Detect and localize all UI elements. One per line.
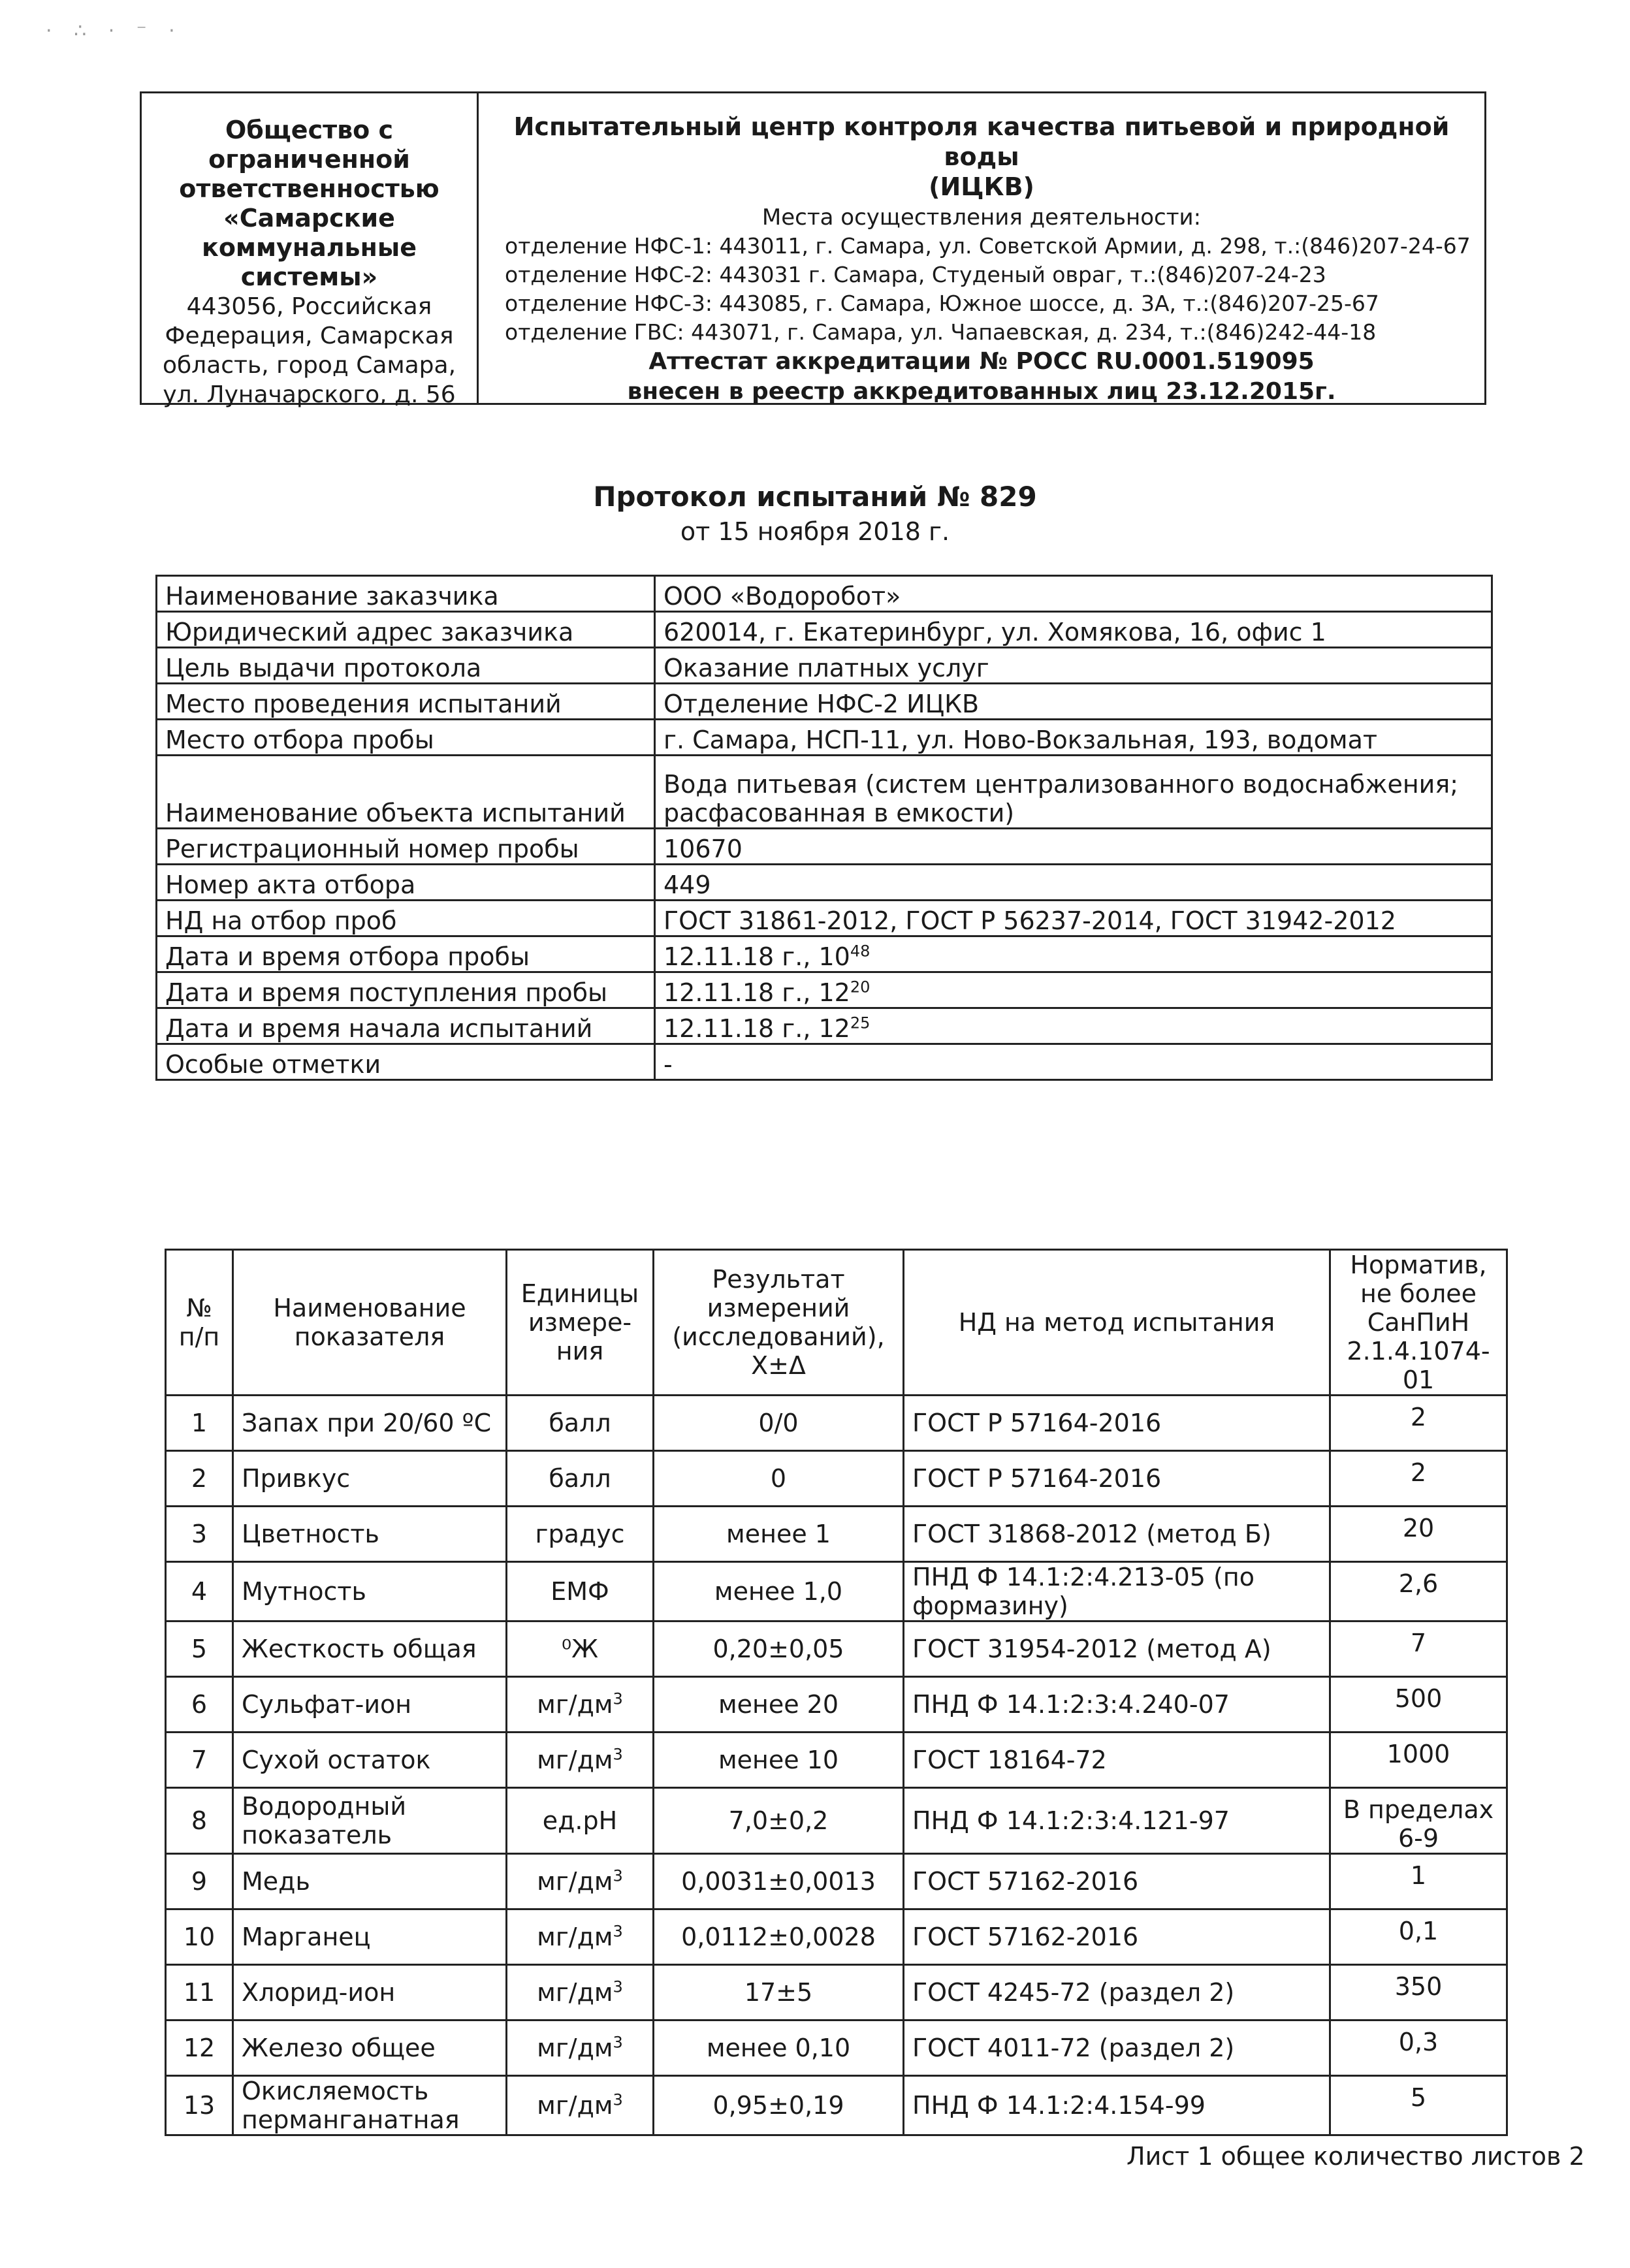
info-key: НД на отбор проб: [157, 901, 655, 936]
result-value: 17±5: [654, 1965, 904, 2020]
info-value-text: ГОСТ 31861-2012, ГОСТ Р 56237-2014, ГОСТ 31942-2012: [663, 906, 1396, 935]
unit-cell: [507, 1621, 654, 1677]
info-value-text: г. Самара, НСП-11, ул. Ново-Вокзальная, 193, водомат: [663, 726, 1378, 754]
result-row: [166, 1854, 1507, 1909]
info-value-text: -: [663, 1050, 673, 1079]
info-value: [655, 1008, 1492, 1044]
info-row: [157, 756, 1492, 829]
organization-name: Общество с ограниченной ответственностью «Самарские коммунальные системы»: [179, 116, 439, 291]
norm-value: 2: [1330, 1451, 1507, 1507]
unit-cell: [507, 1451, 654, 1507]
indicator-name: Марганец: [233, 1909, 507, 1965]
norm-value: 2: [1330, 1396, 1507, 1451]
result-row: [166, 1562, 1507, 1621]
info-row: [157, 1008, 1492, 1044]
norm-value: 0,3: [1330, 2020, 1507, 2076]
result-row: [166, 1909, 1507, 1965]
result-value: 0,95±0,19: [654, 2076, 904, 2135]
test-method: ПНД Ф 14.1:2:4.213-05 (по формазину): [904, 1562, 1330, 1621]
info-row: [157, 829, 1492, 865]
row-number: 5: [166, 1621, 233, 1677]
info-value-text: 620014, г. Екатеринбург, ул. Хомякова, 16, офис 1: [663, 618, 1326, 647]
unit-exponent: 3: [613, 1922, 623, 1941]
info-key: Место отбора пробы: [157, 720, 655, 756]
info-row: [157, 1044, 1492, 1080]
info-row: [157, 972, 1492, 1008]
info-key: Юридический адрес заказчика: [157, 612, 655, 648]
indicator-name: Медь: [233, 1854, 507, 1909]
results-header-row: [166, 1250, 1507, 1396]
unit-text: мг/дм: [537, 1867, 613, 1896]
unit-text: мг/дм: [537, 1978, 613, 2007]
indicator-name: Цветность: [233, 1507, 507, 1562]
row-number: 9: [166, 1854, 233, 1909]
info-key: Дата и время поступления пробы: [157, 972, 655, 1008]
header-box: [140, 91, 1486, 408]
test-method: ГОСТ Р 57164-2016: [904, 1451, 1330, 1507]
unit-text: балл: [549, 1409, 611, 1437]
header-norm: Норматив, не более СанПиН 2.1.4.1074-01: [1330, 1250, 1507, 1396]
result-value: 7,0±0,2: [654, 1788, 904, 1854]
result-value: 0,0112±0,0028: [654, 1909, 904, 1965]
protocol-date: от 15 ноября 2018 г.: [680, 517, 950, 546]
info-key: Наименование заказчика: [157, 576, 655, 612]
department-item: отделение ГВС: 443071, г. Самара, ул. Чапаевская, д. 234, т.:(846)242-44-18: [505, 319, 1377, 345]
test-method: ГОСТ Р 57164-2016: [904, 1396, 1330, 1451]
result-value: менее 20: [654, 1677, 904, 1733]
result-row: [166, 1733, 1507, 1788]
info-row: [157, 576, 1492, 612]
result-row: [166, 1788, 1507, 1854]
indicator-name: Привкус: [233, 1451, 507, 1507]
info-value-text: 10670: [663, 835, 743, 863]
norm-value: В пределах 6-9: [1330, 1788, 1507, 1854]
indicator-name: Сухой остаток: [233, 1733, 507, 1788]
unit-cell: [507, 1677, 654, 1733]
unit-text: мг/дм: [537, 2091, 613, 2120]
test-method: ГОСТ 31954-2012 (метод А): [904, 1621, 1330, 1677]
info-value: [655, 865, 1492, 901]
test-method: ПНД Ф 14.1:2:4.154-99: [904, 2076, 1330, 2135]
result-value: менее 1,0: [654, 1562, 904, 1621]
unit-exponent: 3: [613, 2090, 623, 2109]
unit-text: ЕМФ: [551, 1577, 609, 1606]
unit-exponent: 3: [613, 1689, 623, 1708]
unit-exponent: 3: [613, 1866, 623, 1885]
test-method: ГОСТ 4245-72 (раздел 2): [904, 1965, 1330, 2020]
info-value: [655, 612, 1492, 648]
result-value: 0,0031±0,0013: [654, 1854, 904, 1909]
norm-value: 5: [1330, 2076, 1507, 2135]
row-number: 13: [166, 2076, 233, 2135]
indicator-name: Водородный показатель: [233, 1788, 507, 1854]
info-value: [655, 936, 1492, 972]
info-value-text: ООО «Водоробот»: [663, 582, 901, 611]
department-item: отделение НФС-1: 443011, г. Самара, ул. Советской Армии, д. 298, т.:(846)207-24-67: [505, 233, 1471, 259]
test-method: ГОСТ 31868-2012 (метод Б): [904, 1507, 1330, 1562]
result-row: [166, 2076, 1507, 2135]
norm-value: 350: [1330, 1965, 1507, 2020]
info-value-text: 12.11.18 г., 12: [663, 1014, 850, 1043]
result-value: менее 1: [654, 1507, 904, 1562]
info-row: [157, 865, 1492, 901]
time-minutes: 48: [850, 942, 871, 961]
info-value: [655, 720, 1492, 756]
row-number: 2: [166, 1451, 233, 1507]
organization-block: [142, 93, 479, 408]
info-value-text: Вода питьевая (систем централизованного водоснабжения; расфасованная в емкости): [663, 770, 1459, 827]
info-value: [655, 829, 1492, 865]
info-row: [157, 936, 1492, 972]
indicator-name: Хлорид-ион: [233, 1965, 507, 2020]
header-method: НД на метод испытания: [904, 1250, 1330, 1396]
unit-text: ⁰Ж: [561, 1635, 599, 1663]
info-key: Наименование объекта испытаний: [157, 756, 655, 829]
result-value: 0: [654, 1451, 904, 1507]
norm-value: 2,6: [1330, 1562, 1507, 1621]
indicator-name: Сульфат-ион: [233, 1677, 507, 1733]
norm-value: 20: [1330, 1507, 1507, 1562]
unit-cell: [507, 1562, 654, 1621]
info-key: Дата и время начала испытаний: [157, 1008, 655, 1044]
info-key: Номер акта отбора: [157, 865, 655, 901]
unit-cell: [507, 1507, 654, 1562]
test-center-block: [479, 93, 1484, 403]
unit-cell: [507, 1733, 654, 1788]
unit-exponent: 3: [613, 1745, 623, 1764]
info-value-text: Оказание платных услуг: [663, 654, 989, 682]
result-value: менее 10: [654, 1733, 904, 1788]
result-row: [166, 1621, 1507, 1677]
protocol-title: Протокол испытаний № 829: [593, 481, 1037, 513]
row-number: 8: [166, 1788, 233, 1854]
unit-text: мг/дм: [537, 1690, 613, 1719]
unit-cell: [507, 1909, 654, 1965]
info-row: [157, 684, 1492, 720]
header-unit: Единицы измере-ния: [507, 1250, 654, 1396]
unit-cell: [507, 1396, 654, 1451]
unit-cell: [507, 2020, 654, 2076]
row-number: 7: [166, 1733, 233, 1788]
unit-exponent: 3: [613, 2033, 623, 2052]
test-method: ГОСТ 18164-72: [904, 1733, 1330, 1788]
result-row: [166, 1965, 1507, 2020]
unit-text: градус: [535, 1520, 625, 1548]
test-method: ГОСТ 57162-2016: [904, 1909, 1330, 1965]
department-item: отделение НФС-2: 443031 г. Самара, Студеный овраг, т.:(846)207-24-23: [505, 262, 1326, 287]
info-row: [157, 648, 1492, 684]
row-number: 1: [166, 1396, 233, 1451]
scan-artifact: · ∴ · ⁻ ·: [46, 20, 183, 42]
row-number: 10: [166, 1909, 233, 1965]
indicator-name: Мутность: [233, 1562, 507, 1621]
department-item: отделение НФС-3: 443085, г. Самара, Южное шоссе, д. 3А, т.:(846)207-25-67: [505, 291, 1379, 316]
info-value-text: 449: [663, 870, 711, 899]
info-row: [157, 901, 1492, 936]
test-method: ПНД Ф 14.1:2:3:4.240-07: [904, 1677, 1330, 1733]
info-value: [655, 901, 1492, 936]
indicator-name: Окисляемость перманганатная: [233, 2076, 507, 2135]
time-minutes: 20: [850, 978, 871, 997]
test-method: ГОСТ 4011-72 (раздел 2): [904, 2020, 1330, 2076]
result-value: 0,20±0,05: [654, 1621, 904, 1677]
sample-info-table: [155, 575, 1493, 1081]
info-value: [655, 648, 1492, 684]
info-key: Дата и время отбора пробы: [157, 936, 655, 972]
organization-address: 443056, Российская Федерация, Самарская область, город Самара, ул. Луначарского, д. 56: [162, 293, 456, 408]
result-value: 0/0: [654, 1396, 904, 1451]
result-row: [166, 2020, 1507, 2076]
indicator-name: Железо общее: [233, 2020, 507, 2076]
info-key: Особые отметки: [157, 1044, 655, 1080]
unit-text: мг/дм: [537, 1746, 613, 1774]
test-method: ПНД Ф 14.1:2:3:4.121-97: [904, 1788, 1330, 1854]
unit-cell: [507, 1854, 654, 1909]
row-number: 12: [166, 2020, 233, 2076]
registry-line: внесен в реестр аккредитованных лиц 23.12.2015г.: [627, 378, 1336, 405]
info-value-text: 12.11.18 г., 10: [663, 942, 850, 971]
info-row: [157, 720, 1492, 756]
results-table: [165, 1249, 1508, 2136]
info-value: [655, 972, 1492, 1008]
header-name: Наименование показателя: [233, 1250, 507, 1396]
indicator-name: Жесткость общая: [233, 1621, 507, 1677]
norm-value: 500: [1330, 1677, 1507, 1733]
info-key: Регистрационный номер пробы: [157, 829, 655, 865]
indicator-name: Запах при 20/60 ºС: [233, 1396, 507, 1451]
norm-value: 7: [1330, 1621, 1507, 1677]
result-row: [166, 1507, 1507, 1562]
unit-cell: [507, 1965, 654, 2020]
norm-value: 0,1: [1330, 1909, 1507, 1965]
test-method: ГОСТ 57162-2016: [904, 1854, 1330, 1909]
result-row: [166, 1396, 1507, 1451]
page-footer: Лист 1 общее количество листов 2: [1127, 2142, 1585, 2171]
result-value: менее 0,10: [654, 2020, 904, 2076]
info-key: Место проведения испытаний: [157, 684, 655, 720]
row-number: 3: [166, 1507, 233, 1562]
header-num: № п/п: [166, 1250, 233, 1396]
accreditation-line: Аттестат аккредитации № РОСС RU.0001.519095: [648, 348, 1315, 375]
unit-text: балл: [549, 1464, 611, 1493]
department-list: [505, 232, 1484, 347]
result-row: [166, 1677, 1507, 1733]
result-row: [166, 1451, 1507, 1507]
unit-text: ед.pH: [542, 1806, 618, 1835]
info-row: [157, 612, 1492, 648]
unit-text: мг/дм: [537, 2034, 613, 2062]
info-value-text: 12.11.18 г., 12: [663, 978, 850, 1007]
row-number: 11: [166, 1965, 233, 2020]
info-value: [655, 1044, 1492, 1080]
info-value: [655, 576, 1492, 612]
info-value-text: Отделение НФС-2 ИЦКВ: [663, 690, 980, 718]
info-key: Цель выдачи протокола: [157, 648, 655, 684]
row-number: 6: [166, 1677, 233, 1733]
header-result: Результат измерений (исследований), Х±Δ: [654, 1250, 904, 1396]
norm-value: 1: [1330, 1854, 1507, 1909]
info-value: [655, 756, 1492, 829]
test-center-title: Испытательный центр контроля качества питьевой и природной воды (ИЦКВ): [513, 112, 1450, 201]
unit-cell: [507, 1788, 654, 1854]
unit-text: мг/дм: [537, 1923, 613, 1951]
unit-cell: [507, 2076, 654, 2135]
norm-value: 1000: [1330, 1733, 1507, 1788]
unit-exponent: 3: [613, 1977, 623, 1996]
time-minutes: 25: [850, 1014, 871, 1032]
info-value: [655, 684, 1492, 720]
places-label: Места осуществления деятельности:: [761, 204, 1202, 231]
row-number: 4: [166, 1562, 233, 1621]
